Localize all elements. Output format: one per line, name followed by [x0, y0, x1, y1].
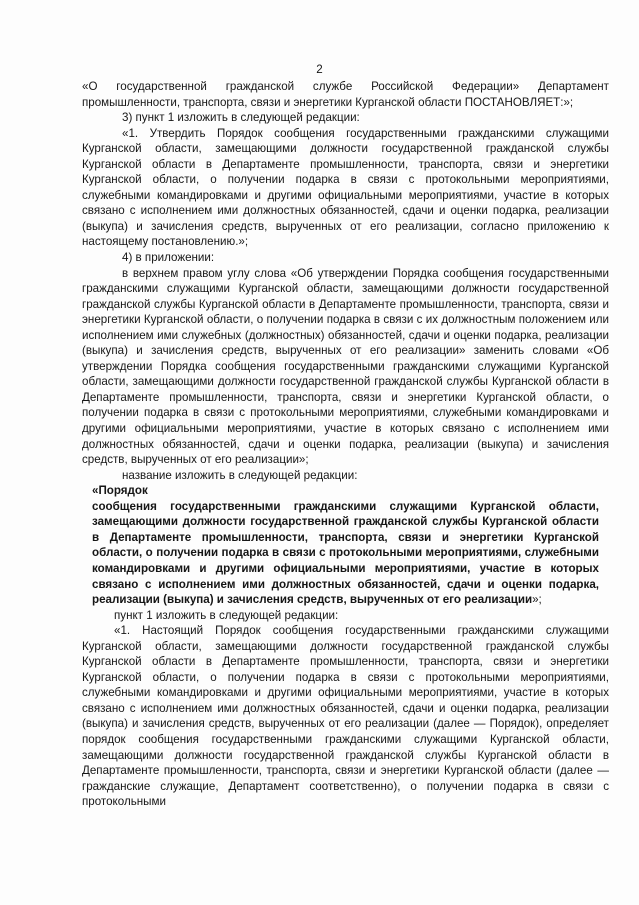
order-title-text: сообщения государственными гражданскими служащими Курганской области, замещающими должности государственной гражданской службы Курганской области в Департаменте промышленности, транспорта, связи и энергетики Курганской области, о получении подарка в связи с протокольными мероприятиями, служебными командировками и другими официальными мероприятиями, участие в которых связано с исполнением ими должностных обязанностей, сдачи и оценки подарка, реализации (выкупа) и зачисления средств, вырученных от его реализации — [92, 499, 599, 607]
document-body — [82, 79, 609, 810]
paragraph-point-1-text: «1. Настоящий Порядок сообщения государственными гражданскими служащими Курганской области, замещающими должности государственной гражданской службы Курганской области в Департаменте промышленности, транспорта, связи и энергетики Курганской области, о получении подарка в связи с протокольными мероприятиями, служебными командировками и другими официальными мероприятиями, участие в которых связано с исполнением ими должностных обязанностей, сдачи и оценки подарка, реализации (выкупа) и зачисления средств, вырученных от его реализации (далее — Порядок), определяет порядок сообщения государственными гражданскими служащими Курганской области, замещающими должности государственной гражданской службы Курганской области в Департаменте промышленности, транспорта, связи и энергетики Курганской области (далее — гражданские служащие, Департамент соответственно), о получении подарка в связи с протокольными — [82, 624, 609, 809]
paragraph-title-intro: название изложить в следующей редакции: — [122, 468, 358, 482]
page-number: 2 — [316, 63, 323, 76]
paragraph-point-1: пункт 1 изложить в следующей редакции: — [114, 608, 339, 622]
paragraph-item-4: 4) в приложении: — [122, 251, 215, 265]
order-title-first-line: «Порядок — [92, 484, 148, 498]
order-title — [82, 499, 609, 608]
paragraph-item-4-text: в верхнем правом углу слова «Об утверждении Порядка сообщения государственными гражданскими служащими Курганской области, замещающими должности государственной гражданской службы Курганской области в Департаменте промышленности, транспорта, связи и энергетики Курганской области, о получении подарка в связи с их должностным положением или исполнением ими служебных (должностных) обязанностей, сдачи и оценки подарка, реализации (выкупа) и зачисления средств, вырученных от его реализации» заменить словами «Об утверждении Порядка сообщения государственными гражданскими служащими Курганской области, замещающими должности государственной гражданской службы Курганской области в Департаменте промышленности, транспорта, связи и энергетики Курганской области, о получении подарка в связи с протокольными мероприятиями, служебными командировками и другими официальными мероприятиями, участие в которых связано с исполнением ими должностных обязанностей, сдачи и оценки подарка, реализации (выкупа) и зачисления средств, вырученных от его реализации»; — [82, 266, 609, 467]
order-title-suffix: »; — [532, 593, 542, 607]
paragraph-item-3: 3) пункт 1 изложить в следующей редакции: — [122, 111, 360, 125]
paragraph-intro: «О государственной гражданской службе Российской Федерации» Департамент промышленности, транспорта, связи и энергетики Курганской области ПОСТАНОВЛЯЕТ:»; — [82, 80, 609, 109]
paragraph-item-3-text: «1. Утвердить Порядок сообщения государственными гражданскими служащими Курганской области, замещающими должности государственной гражданской службы Курганской области в Департаменте промышленности, транспорта, связи и энергетики Курганской области, о получении подарка в связи с протокольными мероприятиями, служебными командировками и другими официальными мероприятиями, участие в которых связано с исполнением ими должностных обязанностей, сдачи и оценки подарка, реализации (выкупа) и зачисления средств, вырученных от его реализации, согласно приложению к настоящему постановлению.»; — [82, 126, 609, 249]
